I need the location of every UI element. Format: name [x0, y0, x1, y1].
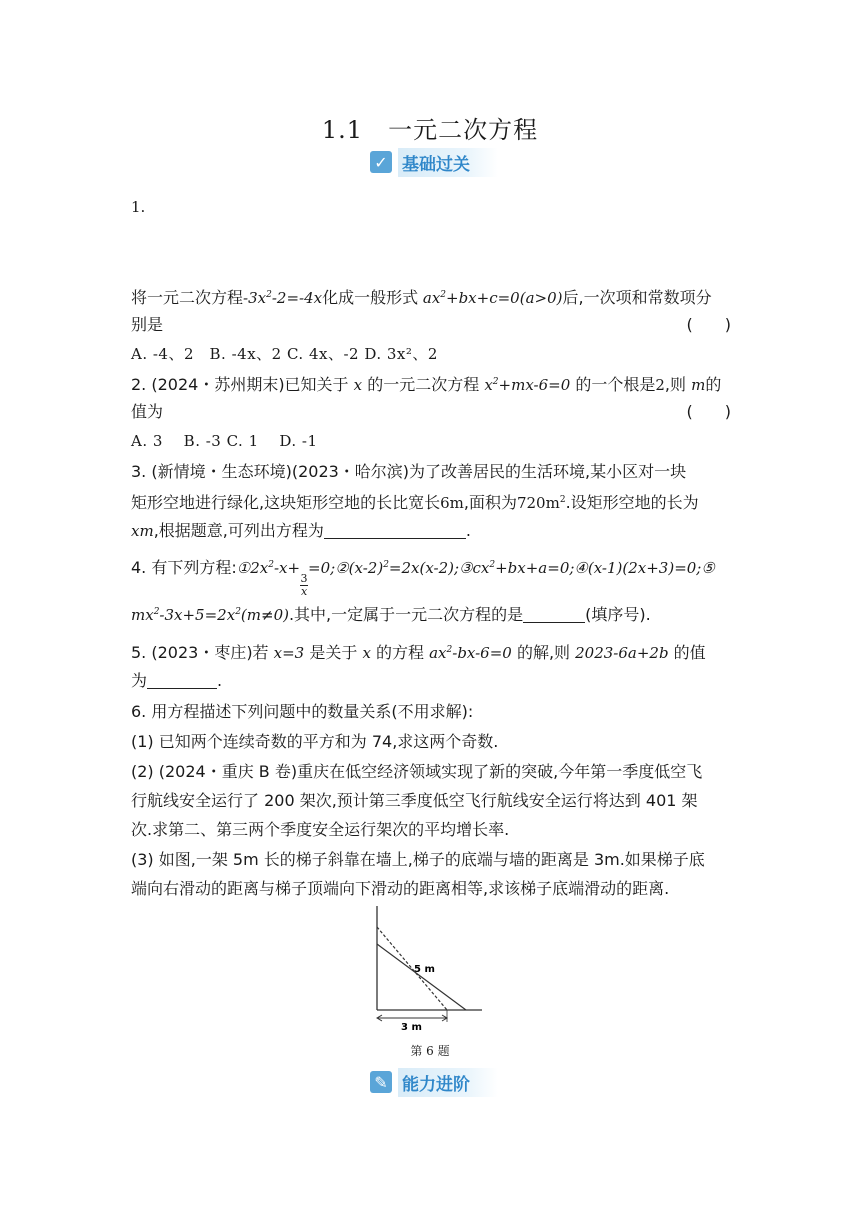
- question-1-number: 1.: [131, 198, 146, 216]
- base-length-label: 3 m: [401, 1022, 422, 1033]
- question-6-part-2-line-3: 次.求第二、第三两个季度安全运行架次的平均增长率.: [131, 820, 510, 839]
- ladder-original-dashed: [377, 927, 447, 1010]
- question-6-part-2-line-1: (2) (2024・重庆 B 卷)重庆在低空经济领域实现了新的突破,今年第一季度低空飞: [131, 762, 703, 781]
- section-label-advanced: 能力进阶: [398, 1068, 498, 1097]
- q1-equation: $-3x^2-2=-4x$: [243, 289, 323, 307]
- question-6-part-2-line-2: 行航线安全运行了 200 架次,预计第三季度低空飞行航线安全运行将达到 401 架: [131, 791, 698, 810]
- answer-blank: [523, 604, 585, 623]
- question-3-line-3: xm,根据题意,可列出方程为 .: [131, 521, 471, 540]
- pencil-icon: ✎: [370, 1071, 392, 1093]
- question-6-part-1: (1) 已知两个连续奇数的平方和为 74,求这两个奇数.: [131, 732, 499, 751]
- question-6-part-3-line-1: (3) 如图,一架 5m 长的梯子斜靠在墙上,梯子的底端与墙的距离是 3m.如果梯子底: [131, 850, 705, 869]
- ladder-slid-line: [377, 944, 466, 1010]
- question-3-line-2: 矩形空地进行绿化,这块矩形空地的长比宽长6m,面积为$720m^2$.设矩形空地的长为: [131, 493, 699, 512]
- section-header-basic: [370, 148, 498, 176]
- fraction: $\frac{3}{x}$: [300, 572, 308, 598]
- checkbox-icon: ✓: [370, 151, 392, 173]
- question-6-intro: 6. 用方程描述下列问题中的数量关系(不用求解):: [131, 702, 474, 721]
- page-title: 1.1 一元二次方程: [321, 116, 539, 144]
- ladder-figure: [368, 902, 488, 1034]
- answer-blank: [147, 670, 217, 689]
- ladder-length-label: 5 m: [414, 964, 435, 975]
- question-1-options: A. -4、2 B. -4x、2 C. 4x、-2 D. 3x²、2: [131, 345, 438, 363]
- question-1-line-2: 别是 ( ): [131, 310, 731, 339]
- answer-blank: [324, 520, 466, 539]
- answer-parentheses: ( ): [686, 315, 731, 334]
- section-header-advanced: [370, 1068, 498, 1096]
- figure-caption: 第 6 题: [410, 1044, 450, 1058]
- question-4-line-1: 4. 有下列方程$:①2x^2-x+$ $\frac{3}{x}$ $=0;②(x-2)^2=2x(x-2);③cx^2+bx+a=0;④(x-1)(2x+3)=0;⑤$: [131, 558, 715, 598]
- question-4-line-2: $mx^2-3x+5=2x^2(m\ne 0)$.其中,一定属于一元二次方程的是 (填序号).: [131, 605, 651, 624]
- question-3-line-1: 3. (新情境・生态环境)(2023・哈尔滨)为了改善居民的生活环境,某小区对一块: [131, 462, 687, 481]
- question-6-part-3-line-2: 端向右滑动的距离与梯子顶端向下滑动的距离相等,求该梯子底端滑动的距离.: [131, 879, 670, 898]
- answer-parentheses: ( ): [686, 402, 731, 421]
- question-2-line-2: 值为 ( ): [131, 397, 731, 426]
- question-5-line-1: 5. (2023・枣庄)若 x=3 是关于 x 的方程 $ax^2-bx-6=0$ 的解,则 2023-6a+2b 的值: [131, 643, 706, 662]
- section-label-basic: 基础过关: [398, 148, 498, 177]
- q2-equation: $x^2+mx-6=0$: [484, 376, 571, 394]
- q1-general-form: $ax^2+bx+c=0(a>0)$: [418, 289, 563, 307]
- question-5-line-2: 为 .: [131, 671, 223, 690]
- question-2-options: A. 3 B. -3 C. 1 D. -1: [131, 432, 318, 450]
- question-1-line-1: 将一元二次方程$-3x^2-2=-4x$化成一般形式 $ax^2+bx+c=0(a>0)$后,一次项和常数项分: [131, 288, 712, 307]
- question-2-line-1: 2. (2024・苏州期末)已知关于 x 的一元二次方程 $x^2+mx-6=0$ 的一个根是2,则 m的: [131, 375, 722, 394]
